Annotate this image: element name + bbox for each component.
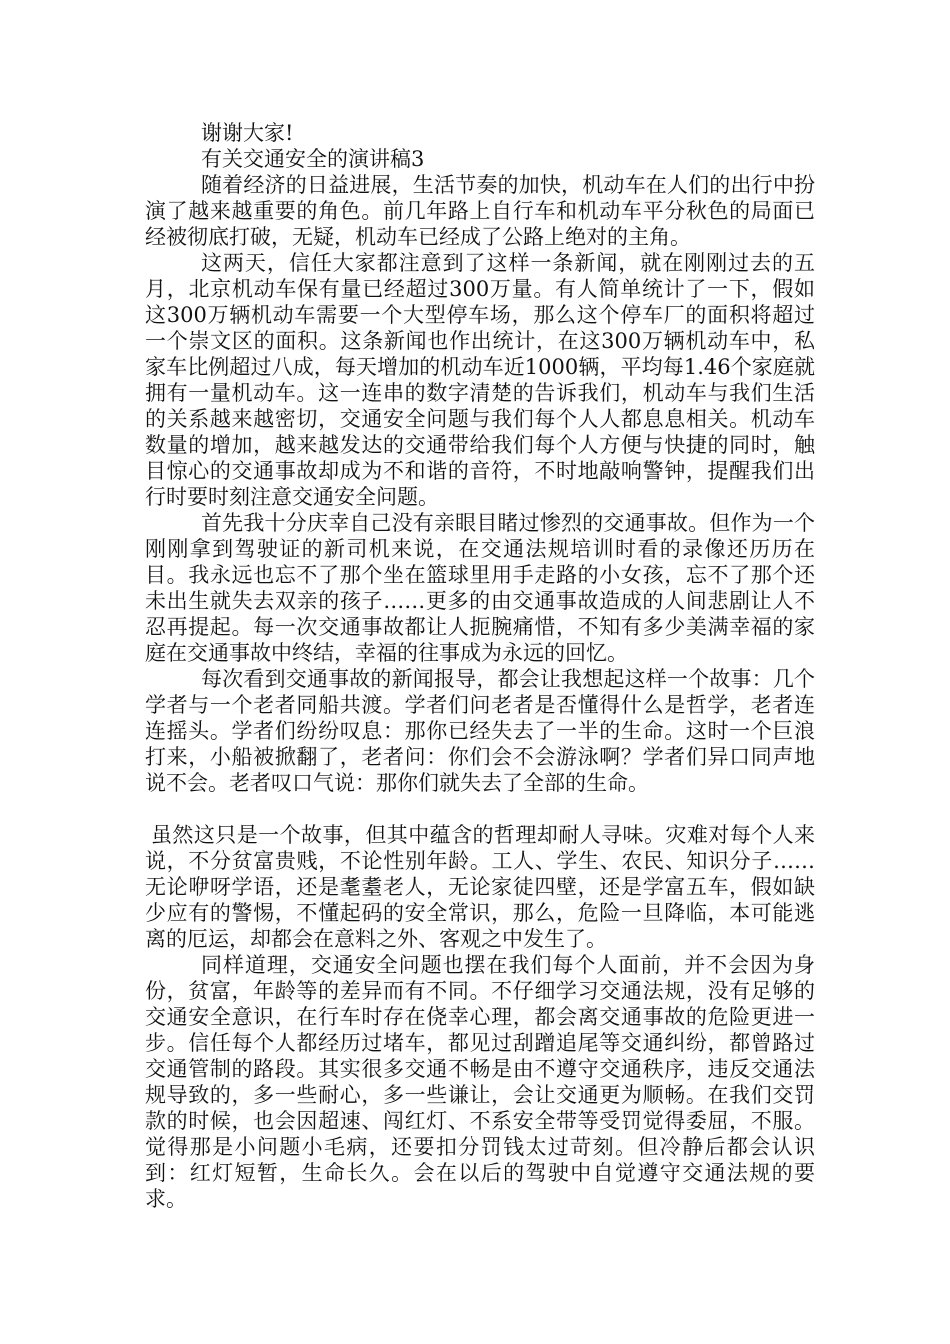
paragraph-intro: 随着经济的日益进展，生活节奏的加快，机动车在人们的出行中扮演了越来越重要的角色。前几年路上自行车和机动车平分秋色的局面已经被彻底打破，无疑，机动车已经成了公路上绝对的主角。 [145,173,815,249]
document-page [145,120,815,1212]
closing-line: 谢谢大家! [201,121,294,145]
paragraph-reflection: 虽然这只是一个故事，但其中蕴含的哲理却耐人寻味。灾难对每个人来说，不分贫富贵贱，不论性别年龄。工人、学生、农民、知识分子……无论咿呀学语，还是耄耋老人，无论家徒四壁，还是学富五车，假如缺少应有的警惕，不懂起码的安全常识，那么，危险一旦降临，本可能逃离的厄运，却都会在意料之外、客观之中发生了。 [145,823,815,951]
paragraph-conclusion: 同样道理，交通安全问题也摆在我们每个人面前，并不会因为身份，贫富，年龄等的差异而有不同。不仔细学习交通法规，没有足够的交通安全意识，在行车时存在侥幸心理，都会离交通事故的危险更进一步。信任每个人都经历过堵车，都见过刮蹭追尾等交通纠纷，都曾路过交通管制的路段。其实很多交通不畅是由不遵守交通秩序，违反交通法规导致的，多一些耐心，多一些谦让，会让交通更为顺畅。在我们交罚款的时候，也会因超速、闯红灯、不系安全带等受罚觉得委屈，不服。觉得那是小问题小毛病，还要扣分罚钱太过苛刻。但冷静后都会认识到：红灯短暂，生命长久。会在以后的驾驶中自觉遵守交通法规的要求。 [145,953,815,1211]
paragraph-news: 这两天，信任大家都注意到了这样一条新闻，就在刚刚过去的五月，北京机动车保有量已经超过300万量。有人简单统计了一下，假如这300万辆机动车需要一个大型停车场，那么这个停车厂的面积将超过一个崇文区的面积。这条新闻也作出统计，在这300万辆机动车中，私家车比例超过八成，每天增加的机动车近1000辆，平均每1.46个家庭就拥有一量机动车。这一连串的数字清楚的告诉我们，机动车与我们生活的关系越来越密切，交通安全问题与我们每个人人都息息相关。机动车数量的增加，越来越发达的交通带给我们每个人方便与快捷的同时，触目惊心的交通事故却成为不和谐的音符，不时地敲响警钟，提醒我们出行时要时刻注意交通安全问题。 [145,251,815,509]
speech-title: 有关交通安全的演讲稿3 [201,147,425,171]
paragraph-training: 首先我十分庆幸自己没有亲眼目睹过惨烈的交通事故。但作为一个刚刚拿到驾驶证的新司机来说，在交通法规培训时看的录像还历历在目。我永远也忘不了那个坐在篮球里用手走路的小女孩，忘不了那个还未出生就失去双亲的孩子……更多的由交通事故造成的人间悲剧让人不忍再提起。每一次交通事故都让人扼腕痛惜，不知有多少美满幸福的家庭在交通事故中终结，幸福的往事成为永远的回忆。 [145,511,815,665]
paragraph-story: 每次看到交通事故的新闻报导，都会让我想起这样一个故事：几个学者与一个老者同船共渡。学者们问老者是否懂得什么是哲学，老者连连摇头。学者们纷纷叹息：那你已经失去了一半的生命。这时一个巨浪打来，小船被掀翻了，老者问：你们会不会游泳啊？学者们异口同声地说不会。老者叹口气说：那你们就失去了全部的生命。 [145,667,815,795]
paragraph-spacer [145,796,815,822]
